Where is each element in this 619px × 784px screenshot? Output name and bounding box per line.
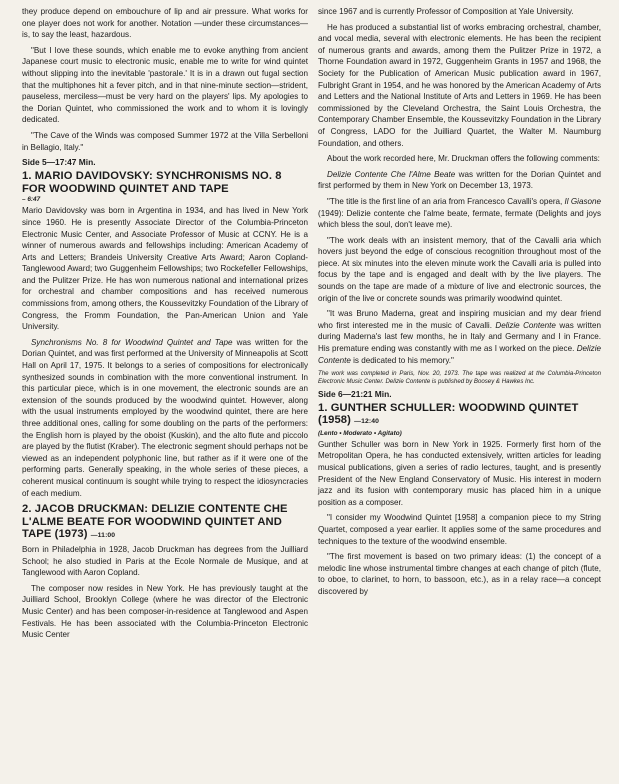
opera-title: Il Giasone (564, 196, 601, 206)
paragraph: "I consider my Woodwind Quintet [1958] a companion piece to my String Quartet, composed a year earlier. It applies some of the same procedures and techniques to the texture of the woodwind ensemble. (318, 513, 601, 546)
paragraph-text: is dedicated to his memory." (350, 355, 454, 365)
paragraph-text: (1949): Delizie contente che l'alme beate, fermate, fermate (Delights and joys which bless the soul, don't leave me). (318, 208, 601, 230)
right-column (318, 6, 601, 602)
work-title: Synchronisms No. 8 for Woodwind Quintet and Tape (31, 337, 233, 347)
piece-1-title (22, 170, 308, 195)
paragraph: "The work deals with an insistent memory, that of the Cavalli aria which hovers just beyond the edge of conscious recognition throughout most of the piece. At six minutes into the eleven minute work the Cavalli aria is pulled into focus by the tape and is engaged and dealt with by the live players. The sounds on the tape are made of a mixture of live and electronic sources, the origin of the live or concrete sounds was primarily woodwind quintet. (318, 235, 601, 303)
paragraph: "The first movement is based on two primary ideas: (1) the concept of a melodic line whose instrumental timbre changes at each change of pitch (flute, to oboe, to clarinet, to horn, to bassoon, etc.), as in a relay race—a concept discovered by (318, 552, 601, 596)
paragraph: "But I love these sounds, which enable me to evoke anything from ancient Japanese court music to electronic music, enable me to write for wind quintet without slipping into the inevitable 'pastorale.' It is in a drawn out fugal section that the multiphones hit a fever pitch, and in that nine-minute section—strident, pauseless, merciless—must be very hard on the players' lips. My apologies to the Dorian Quintet, who commissioned the work and to whom it is lovingly dedicated. (22, 45, 308, 125)
completion-note: The work was completed in Paris, Nov. 20, 1973. The tape was realized at the Columbia-Princeton Electronic Music Center. Delizie Contente is published by Boosey & Hawkes Inc. (318, 370, 601, 385)
paragraph (318, 308, 601, 366)
piece-2-title (22, 503, 308, 543)
left-column (22, 6, 308, 645)
paragraph: He has produced a substantial list of works embracing orchestral, chamber, and vocal media, several with electronic elements. He has been the recipient of numerous grants and awards, among them the Pulitzer Prize in 1972, a Thorne Foundation award in 1972, Guggenheim Grants in 1957 and 1968, the Society for the Publication of American Music publication award in 1967, Fulbright Grant in 1954, and he was honored by the American Academy of Arts and Letters and the National Institute of Arts and Letters in 1969. He has been commissioned by the Cleveland Orchestra, the Saint Louis Orchestra, the Contemporary Chamber Ensemble, the Koussevitzky Foundation in the Library of Congress, LADO for the Juilliard Quartet, the Walter M. Naumburg Foundation, and others. (318, 22, 601, 148)
side-5-heading: Side 5—17:47 Min. (22, 157, 96, 168)
piece-2-duration: —11:00 (90, 532, 116, 540)
paragraph-text: "It was Bruno Maderna, great and inspiring musician and my dear friend who first interested me in the music of Cavalli. (318, 309, 601, 330)
piece-3-duration: —12:40 (354, 418, 379, 426)
work-title: Delizie Contente Che l'Alme Beate (327, 169, 456, 179)
piece-3-title-text: 1. GUNTHER SCHULLER: WOODWIND QUINTET (1958) (318, 401, 579, 427)
paragraph (318, 196, 601, 231)
paragraph: Born in Philadelphia in 1928, Jacob Druckman has degrees from the Juilliard School; he also studied in Paris at the Ecole Normale de Musique, and at Tanglewood with Aaron Copland. (22, 544, 308, 578)
paragraph-text: was written during Maderna's last few months, he in Italy and Germany and I in France. His premature ending was constantly with me as I worked on the piece. (318, 320, 601, 354)
paragraph: Mario Davidovsky was born in Argentina in 1934, and has lived in New York since 1960. He is presently Associate Director of the Columbia-Princeton Electronic Music Center, and Associate Professor of Music at CCNY. He is a winner of numerous awards and fellowships including: American Academy of Arts and Letters; Brandeis University Creative Arts Award; Aaron Copland-Tanglewood Award; two Guggenheim Fellowships; two Rockefeller Fellowships, and the Pulitzer Prize. He has won numerous national and international prizes for orchestral and chamber compositions and has received numerous commissions from, among others, the Koussevitzky Foundation of the Library of Congress, the Fromm Foundation, the Pan-American Union and Yale University. (22, 206, 308, 332)
work-title: Delizie Contente (318, 344, 601, 365)
piece-3-tempo-markings: (Lento • Moderato • Agitato) (318, 429, 402, 437)
piece-3-title (318, 402, 601, 429)
piece-1-title-text: 1. MARIO DAVIDOVSKY: SYNCHRONISMS NO. 8 FOR WOODWIND QUINTET AND TAPE (22, 170, 282, 195)
side-6-heading: Side 6—21:21 Min. (318, 388, 392, 399)
paragraph-text: was written for the Dorian Quintet and first performed by them in New York on December 13, 1973. (318, 169, 601, 191)
paragraph: "The Cave of the Winds was composed Summer 1972 at the Villa Serbelloni in Bellagio, Italy." (22, 130, 308, 152)
paragraph: The composer now resides in New York. He has previously taught at the Juilliard School, Brooklyn College (where he was director of the Electronic Music Center) and has been composer-in-residence at Tanglewood and Aspen Festivals. He has been associated with the Columbia-Princeton Electronic Music Center (22, 583, 308, 640)
paragraph: they produce depend on embouchure of lip and air pressure. What works for one player does not work for another. Notation —under these circumstances—is, to say the least, hazardous. (22, 7, 308, 40)
paragraph-text: was written for the Dorian Quintet, and was first performed at the University of Minneapolis at Scott Hall on April 17, 1975. It belongs to a series of compositions for electronically synthesized sounds in combination with the more conventional instrument. In this particular piece, which is in one movement, the electronic sounds are an extension of the sounds produced by the woodwind quintet. However, along with the usual instruments employed by the woodwind quintet, there are here three additional ones, calling for some doubling on the parts of the performers: the English horn is played by the oboist (Kuskin), and the alto flute and piccolo are played by the flutist (Kraber). The electronic segment should perhaps not be viewed as an independent polyphonic line, but rather as if it were one of the performing parts. Generally speaking, in the whole series of these pieces, a coherent musical continuum is sought while trying to respect the idiosyncracies of each medium. (22, 337, 308, 498)
paragraph: since 1967 and is currently Professor of Composition at Yale University. (318, 7, 574, 16)
piece-2-title-text: 2. JACOB DRUCKMAN: DELIZIE CONTENTE CHE L'ALME BEATE FOR WOODWIND QUINTET AND TAPE (1973) (22, 503, 288, 541)
paragraph-text: "The title is the first line of an aria from Francesco Cavalli's opera, (327, 196, 565, 206)
paragraph (318, 169, 601, 192)
paragraph: Gunther Schuller was born in New York in 1925. Formerly first horn of the Metropolitan Opera, he has conducted extensively, written articles for leading musical publications, given a series of radio lectures, taught, and is presently President of the New England Conservatory of Music. His interest in modern jazz and its fusion with contemporary music has placed him in a unique position as a composer. (318, 439, 601, 507)
piece-1-duration: – 6:47 (22, 196, 41, 204)
paragraph: About the work recorded here, Mr. Druckman offers the following comments: (327, 154, 600, 164)
paragraph (22, 337, 308, 499)
work-title: Delizie Contente (495, 320, 556, 330)
